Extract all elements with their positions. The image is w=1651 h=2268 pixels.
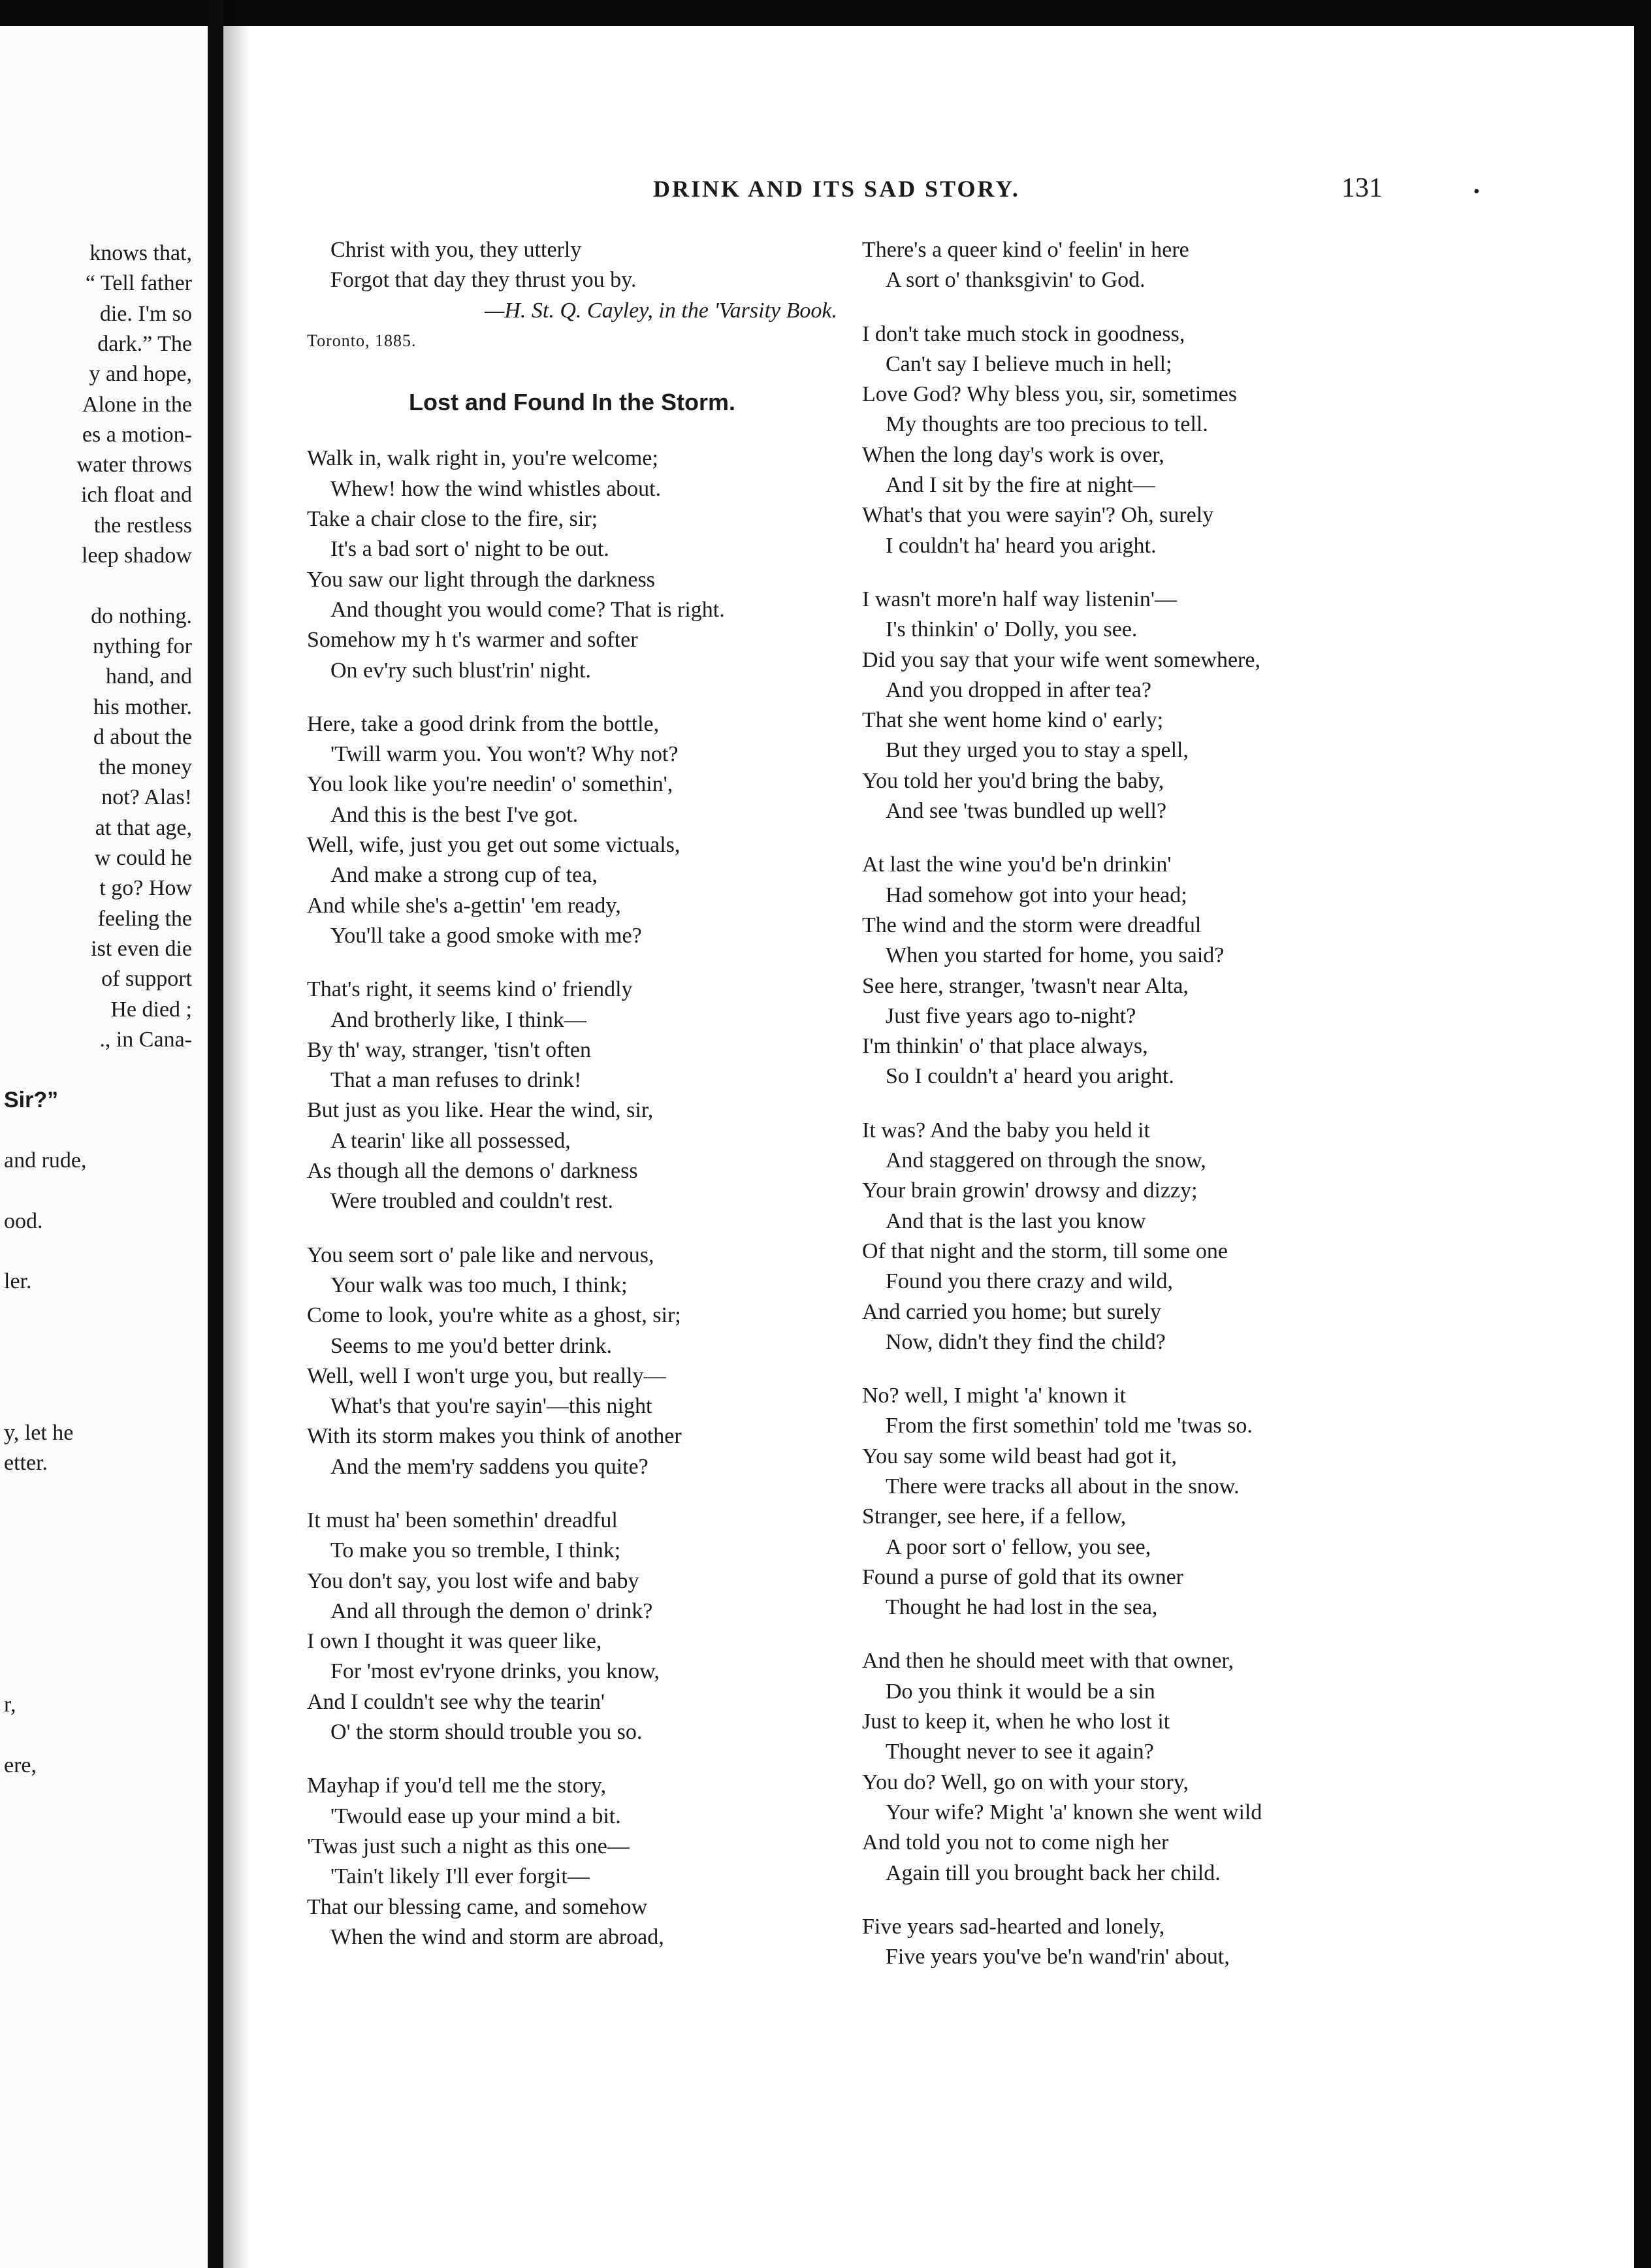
prev-page-line: hand, and	[105, 664, 192, 689]
prev-page-line: knows that,	[89, 241, 192, 265]
intro-line: Christ with you, they utterly	[330, 238, 582, 262]
prev-page-line: not? Alas!	[101, 785, 192, 810]
prev-page-line: die. I'm so	[99, 301, 192, 326]
verse-line: And while she's a-gettin' 'em ready,	[307, 893, 621, 918]
prev-page-line: “ Tell father	[85, 271, 192, 296]
stanza-gap	[862, 826, 1450, 850]
running-head: DRINK AND ITS SAD STORY.	[653, 176, 1020, 202]
verse-line: What's that you were sayin'? Oh, surely	[862, 503, 1214, 528]
verse-line: Somehow my h t's warmer and softer	[307, 628, 638, 653]
stanza-gap	[862, 1092, 1450, 1116]
verse-line: Five years sad-hearted and lonely,	[862, 1914, 1165, 1939]
verse-line: And this is the best I've got.	[330, 802, 579, 827]
verse-line: Now, didn't they find the child?	[886, 1329, 1166, 1354]
stanza-gap	[862, 296, 1450, 319]
verse-line: But they urged you to stay a spell,	[886, 738, 1189, 763]
verse-line: Well, wife, just you get out some victuals,	[307, 833, 681, 858]
verse-line: Of that night and the storm, till some one	[862, 1239, 1228, 1263]
verse-line: There's a queer kind o' feelin' in here	[862, 238, 1189, 262]
verse-line: To make you so tremble, I think;	[330, 1538, 621, 1563]
verse-line: Your walk was too much, I think;	[330, 1272, 628, 1297]
prev-page-line: Sir?”	[4, 1088, 59, 1113]
verse-line: Mayhap if you'd tell me the story,	[307, 1774, 607, 1798]
verse-line: And carried you home; but surely	[862, 1299, 1161, 1324]
verse-line: Can't say I believe much in hell;	[886, 351, 1172, 376]
stanza-gap	[307, 1482, 869, 1506]
verse-line: That she went home kind o' early;	[862, 708, 1164, 733]
verse-line: You do? Well, go on with your story,	[862, 1770, 1189, 1794]
verse-line: And then he should meet with that owner,	[862, 1649, 1234, 1674]
verse-line: Well, well I won't urge you, but really—	[307, 1363, 666, 1388]
prev-page-line: r,	[4, 1693, 16, 1717]
verse-line: Your brain growin' drowsy and dizzy;	[862, 1178, 1198, 1203]
prev-page-line: d about the	[93, 724, 192, 749]
poem-title: Lost and Found In the Storm.	[409, 389, 735, 416]
prev-page-line: t go? How	[99, 876, 192, 901]
verse-line: Stranger, see here, if a fellow,	[862, 1504, 1127, 1529]
prev-page-line: y, let he	[4, 1420, 74, 1445]
verse-line: There were tracks all about in the snow.	[886, 1474, 1240, 1498]
attribution: —H. St. Q. Cayley, in the 'Varsity Book.	[485, 298, 837, 323]
verse-line: You'll take a good smoke with me?	[330, 923, 642, 948]
verse-line: A tearin' like all possessed,	[330, 1128, 571, 1153]
verse-line: And I couldn't see why the tearin'	[307, 1689, 605, 1714]
verse-line: When the long day's work is over,	[862, 442, 1164, 467]
prev-page-line: w could he	[94, 846, 192, 870]
verse-line: I's thinkin' o' Dolly, you see.	[886, 617, 1138, 642]
prev-page-line: etter.	[4, 1451, 48, 1475]
left-stanzas	[307, 444, 869, 1952]
verse-line: Found a purse of gold that its owner	[862, 1564, 1183, 1589]
verse-line: Just five years ago to-night?	[886, 1003, 1136, 1028]
verse-line: Did you say that your wife went somewhere,	[862, 647, 1260, 672]
prev-page-line: of support	[101, 967, 192, 992]
verse-line: And staggered on through the snow,	[886, 1148, 1206, 1173]
verse-line: That a man refuses to drink!	[330, 1068, 582, 1093]
verse-line: Five years you've be'n wand'rin' about,	[886, 1945, 1230, 1969]
prev-page-line: ler.	[4, 1269, 32, 1294]
right-stanzas	[862, 235, 1450, 1972]
stanza-gap	[307, 686, 869, 709]
verse-line: I'm thinkin' o' that place always,	[862, 1034, 1148, 1059]
right-column	[862, 235, 1450, 1972]
prev-page-line: the money	[99, 755, 192, 780]
page-dot: •	[1473, 182, 1480, 202]
verse-line: And I sit by the fire at night—	[886, 473, 1155, 498]
stanza-gap	[862, 1888, 1450, 1912]
verse-line: By th' way, stranger, 'tisn't often	[307, 1037, 592, 1062]
verse-line: O' the storm should trouble you so.	[330, 1720, 643, 1745]
stanza-gap	[307, 951, 869, 975]
left-column	[307, 235, 869, 1952]
prev-page-line: at that age,	[95, 815, 192, 840]
verse-line: You seem sort o' pale like and nervous,	[307, 1242, 654, 1267]
prev-page-line: Alone in the	[82, 392, 192, 417]
verse-line: And the mem'ry saddens you quite?	[330, 1454, 649, 1479]
verse-line: And make a strong cup of tea,	[330, 863, 598, 888]
prev-page-line: nything for	[92, 634, 192, 658]
verse-line: It was? And the baby you held it	[862, 1118, 1150, 1142]
verse-line: And all through the demon o' drink?	[330, 1598, 653, 1623]
verse-line: On ev'ry such blust'rin' night.	[330, 658, 591, 683]
prev-page-line: the restless	[93, 513, 192, 538]
verse-line: And see 'twas bundled up well?	[886, 799, 1167, 824]
verse-line: You don't say, you lost wife and baby	[307, 1568, 639, 1593]
prev-page-line: ich float and	[81, 483, 192, 508]
prev-page-line: ere,	[4, 1753, 37, 1777]
prev-page-line: feeling the	[97, 906, 192, 931]
verse-line: From the first somethin' told me 'twas so.	[886, 1414, 1253, 1438]
verse-line: When the wind and storm are abroad,	[330, 1924, 664, 1949]
verse-line: 'Tain't likely I'll ever forgit—	[330, 1864, 590, 1889]
verse-line: So I couldn't a' heard you aright.	[886, 1064, 1174, 1089]
verse-line: I own I thought it was queer like,	[307, 1629, 602, 1654]
verse-line: That's right, it seems kind o' friendly	[307, 977, 633, 1002]
verse-line: Your wife? Might 'a' known she went wild	[886, 1800, 1262, 1824]
stanza-gap	[862, 1357, 1450, 1381]
prev-page-line: dark.” The	[97, 331, 192, 356]
prev-page-line: ., in Cana-	[99, 1027, 192, 1052]
prev-page-line: his mother.	[93, 694, 192, 719]
verse-line: Just to keep it, when he who lost it	[862, 1709, 1170, 1734]
verse-line: And thought you would come? That is right.	[330, 597, 725, 622]
verse-line: Here, take a good drink from the bottle,	[307, 711, 660, 736]
prev-page-line: leep shadow	[81, 543, 192, 568]
verse-line: My thoughts are too precious to tell.	[886, 412, 1208, 437]
verse-line: You told her you'd bring the baby,	[862, 768, 1164, 793]
previous-page-fragment	[0, 26, 208, 2268]
verse-line: Again till you brought back her child.	[886, 1860, 1221, 1885]
stanza-gap	[307, 1217, 869, 1240]
verse-line: Thought he had lost in the sea,	[886, 1595, 1158, 1620]
verse-line: Take a chair close to the fire, sir;	[307, 507, 598, 532]
verse-line: As though all the demons o' darkness	[307, 1159, 638, 1184]
verse-line: I couldn't ha' heard you aright.	[886, 533, 1157, 558]
verse-line: And brotherly like, I think—	[330, 1007, 586, 1032]
prev-page-line: es a motion-	[82, 422, 192, 447]
verse-line: You saw our light through the darkness	[307, 567, 655, 592]
stanza-gap	[862, 1623, 1450, 1646]
prev-page-line: y and hope,	[89, 362, 192, 387]
verse-line: Had somehow got into your head;	[886, 883, 1187, 907]
verse-line: Were troubled and couldn't rest.	[330, 1189, 613, 1214]
verse-line: Walk in, walk right in, you're welcome;	[307, 446, 658, 471]
prev-page-line: do nothing.	[91, 604, 192, 628]
verse-line: 'Twould ease up your mind a bit.	[330, 1804, 621, 1828]
verse-line: Come to look, you're white as a ghost, sir;	[307, 1303, 681, 1328]
prev-page-line: and rude,	[4, 1148, 87, 1173]
verse-line: 'Twill warm you. You won't? Why not?	[330, 742, 679, 767]
verse-line: But just as you like. Hear the wind, sir,	[307, 1098, 654, 1123]
verse-line: It's a bad sort o' night to be out.	[330, 537, 609, 562]
verse-line: The wind and the storm were dreadful	[862, 913, 1202, 937]
verse-line: You look like you're needin' o' somethin',	[307, 772, 673, 797]
prev-page-line: water throws	[76, 453, 192, 478]
verse-line: It must ha' been somethin' dreadful	[307, 1508, 618, 1532]
verse-line: 'Twas just such a night as this one—	[307, 1834, 630, 1858]
verse-line: Seems to me you'd better drink.	[330, 1333, 613, 1358]
verse-line: When you started for home, you said?	[886, 943, 1225, 968]
verse-line: Thought never to see it again?	[886, 1740, 1154, 1764]
verse-line: And that is the last you know	[886, 1208, 1146, 1233]
stanza-gap	[862, 561, 1450, 585]
verse-line: Found you there crazy and wild,	[886, 1269, 1173, 1294]
place-date: Toronto, 1885.	[307, 331, 417, 350]
verse-line: I wasn't more'n half way listenin'—	[862, 587, 1177, 611]
verse-line: You say some wild beast had got it,	[862, 1444, 1177, 1468]
verse-line: For 'most ev'ryone drinks, you know,	[330, 1659, 660, 1684]
prev-page-line: ood.	[4, 1208, 43, 1233]
verse-line: I don't take much stock in goodness,	[862, 321, 1185, 346]
intro-line: Forgot that day they thrust you by.	[330, 268, 637, 293]
verse-line: With its storm makes you think of another	[307, 1424, 682, 1449]
verse-line: No? well, I might 'a' known it	[862, 1384, 1127, 1408]
verse-line: Do you think it would be a sin	[886, 1679, 1155, 1704]
page-number: 131	[1341, 173, 1383, 203]
verse-line: And told you not to come nigh her	[862, 1830, 1169, 1855]
verse-line: Whew! how the wind whistles about.	[330, 476, 662, 501]
verse-line: At last the wine you'd be'n drinkin'	[862, 852, 1172, 877]
verse-line: A sort o' thanksgivin' to God.	[886, 268, 1146, 293]
verse-line: A poor sort o' fellow, you see,	[886, 1534, 1151, 1559]
gutter-shadow	[223, 0, 249, 2268]
book-gutter	[208, 0, 223, 2268]
verse-line: What's that you're sayin'—this night	[330, 1394, 652, 1419]
scan-right-border	[1634, 0, 1651, 2268]
verse-line: And you dropped in after tea?	[886, 677, 1151, 702]
prev-page-line: ist even die	[91, 936, 192, 961]
prev-page-line: He died ;	[110, 997, 192, 1022]
verse-line: That our blessing came, and somehow	[307, 1894, 648, 1919]
verse-line: See here, stranger, 'twasn't near Alta,	[862, 973, 1189, 998]
verse-line: Love God? Why bless you, sir, sometimes	[862, 382, 1238, 407]
stanza-gap	[307, 1747, 869, 1771]
